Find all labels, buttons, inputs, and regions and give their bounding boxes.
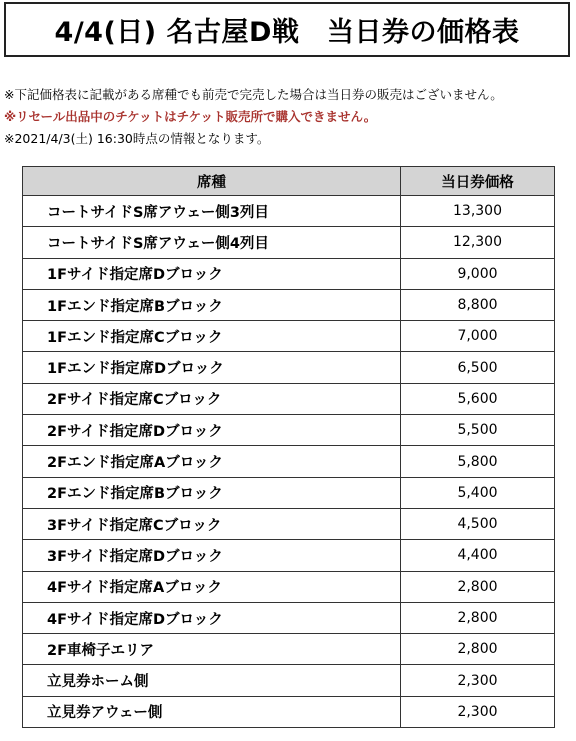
price-cell: 5,500 <box>401 415 555 446</box>
price-cell: 8,800 <box>401 289 555 320</box>
seat-type-cell: 1Fエンド指定席Cブロック <box>23 321 401 352</box>
seat-type-cell: 3Fサイド指定席Dブロック <box>23 540 401 571</box>
seat-type-cell: 1Fサイド指定席Dブロック <box>23 258 401 289</box>
price-cell: 2,800 <box>401 571 555 602</box>
page-title: 4/4(日) 名古屋D戦 当日券の価格表 <box>54 17 520 48</box>
notes-section <box>4 84 572 150</box>
table-row <box>23 383 555 414</box>
table-row <box>23 571 555 602</box>
table-row <box>23 696 555 727</box>
price-cell: 2,300 <box>401 696 555 727</box>
table-row <box>23 508 555 539</box>
price-cell: 5,600 <box>401 383 555 414</box>
note-sold-out: ※下記価格表に記載がある席種でも前売で完売した場合は当日券の販売はございません。 <box>4 87 503 102</box>
seat-type-cell: 1Fエンド指定席Dブロック <box>23 352 401 383</box>
seat-type-cell: コートサイドS席アウェー側4列目 <box>23 227 401 258</box>
seat-type-cell: 2Fサイド指定席Cブロック <box>23 383 401 414</box>
table-row <box>23 289 555 320</box>
table-row <box>23 602 555 633</box>
seat-type-cell: 2Fサイド指定席Dブロック <box>23 415 401 446</box>
price-cell: 12,300 <box>401 227 555 258</box>
table-row <box>23 477 555 508</box>
table-row <box>23 415 555 446</box>
seat-type-cell: 3Fサイド指定席Cブロック <box>23 508 401 539</box>
price-cell: 5,400 <box>401 477 555 508</box>
table-row <box>23 352 555 383</box>
seat-type-cell: 2Fエンド指定席Bブロック <box>23 477 401 508</box>
seat-type-cell: 立見券アウェー側 <box>23 696 401 727</box>
column-header-price: 当日券価格 <box>401 167 555 196</box>
table-row <box>23 540 555 571</box>
price-cell: 2,800 <box>401 634 555 665</box>
price-cell: 4,400 <box>401 540 555 571</box>
table-row <box>23 258 555 289</box>
table-row <box>23 227 555 258</box>
price-cell: 4,500 <box>401 508 555 539</box>
price-cell: 6,500 <box>401 352 555 383</box>
price-cell: 13,300 <box>401 196 555 227</box>
seat-type-cell: コートサイドS席アウェー側3列目 <box>23 196 401 227</box>
table-row <box>23 321 555 352</box>
seat-type-cell: 2F車椅子エリア <box>23 634 401 665</box>
table-header-row <box>23 167 555 196</box>
price-cell: 2,300 <box>401 665 555 696</box>
seat-type-cell: 1Fエンド指定席Bブロック <box>23 289 401 320</box>
table-row <box>23 665 555 696</box>
price-cell: 9,000 <box>401 258 555 289</box>
column-header-seat: 席種 <box>23 167 401 196</box>
seat-type-cell: 2Fエンド指定席Aブロック <box>23 446 401 477</box>
price-table <box>22 166 555 728</box>
title-box <box>4 2 570 57</box>
note-resale: ※リセール出品中のチケットはチケット販売所で購入できません。 <box>4 109 377 124</box>
table-row <box>23 446 555 477</box>
price-cell: 7,000 <box>401 321 555 352</box>
seat-type-cell: 立見券ホーム側 <box>23 665 401 696</box>
table-row <box>23 196 555 227</box>
seat-type-cell: 4Fサイド指定席Aブロック <box>23 571 401 602</box>
price-cell: 2,800 <box>401 602 555 633</box>
price-cell: 5,800 <box>401 446 555 477</box>
seat-type-cell: 4Fサイド指定席Dブロック <box>23 602 401 633</box>
note-info-timestamp: ※2021/4/3(土) 16:30時点の情報となります。 <box>4 131 270 146</box>
table-row <box>23 634 555 665</box>
